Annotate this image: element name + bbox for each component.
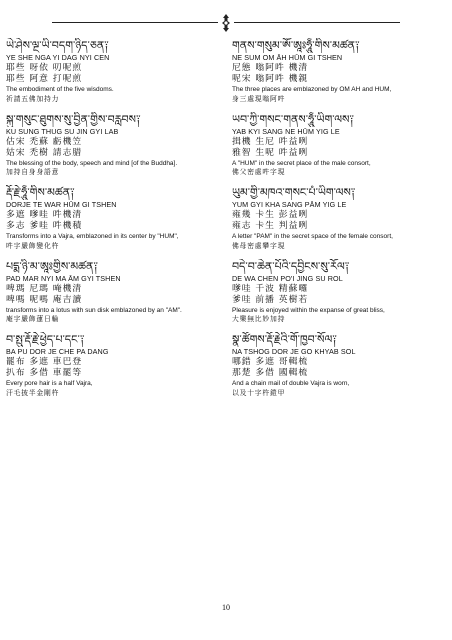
verse-grid — [6, 38, 446, 398]
chinese-phonetic-2: 呢宋 嗡阿吽 機親 — [232, 74, 309, 84]
verse-block — [232, 112, 446, 178]
chinese-translation: 加持自身身語意 — [6, 168, 60, 176]
romanization-line: NE SUM OM ĀH HŪM GI TSHEN — [232, 53, 343, 62]
chinese-phonetic-1: 耶些 呀依 叨呢煎 — [6, 63, 83, 73]
tibetan-line: ཡེ་ཤེས་ལྔ་ཡི་བདག་ཉིད་ཅན༑ — [6, 39, 109, 52]
verse-block — [232, 332, 446, 398]
tibetan-line: སྐུ་གསུང་ཐུགས་སུ་བྱིན་གྱིས་བརླབས༑ — [6, 112, 141, 126]
verse-block — [232, 185, 446, 251]
english-translation: transforms into a lotus with sun disk emblazoned by an "AM". — [6, 306, 182, 314]
chinese-phonetic-1: 尼態 嗡阿吽 機清 — [232, 63, 309, 73]
chinese-phonetic-1: 雍幾 卡生 彭益咧 — [232, 210, 309, 220]
header-rule-left — [52, 22, 218, 23]
english-translation: A letter "PAM" in the secret space of the female consort, — [232, 233, 393, 240]
verse-block — [6, 332, 220, 398]
page-number: 10 — [222, 603, 230, 612]
chinese-phonetic-2: 耶些 阿意 打呢煎 — [6, 74, 83, 84]
chinese-phonetic-1: 揖機 生尼 吽益咧 — [232, 136, 309, 147]
chinese-phonetic-1: 啤瑪 尼瑪 唵機清 — [6, 283, 83, 294]
chinese-phonetic-1: 估宋 禿蘇 虧機笠 — [6, 136, 83, 147]
english-translation: Pleasure is enjoyed within the expanse of great bliss, — [232, 306, 385, 314]
chinese-phonetic-2: 雅智 生呢 吽益咧 — [232, 147, 309, 158]
chinese-phonetic-1: 多遮 嗲哇 吽機清 — [6, 210, 83, 220]
tibetan-line: གནས་གསུམ་ཨོཾ་ཨཱཿཧཱུྃ་གིས་མཚན༑ — [232, 39, 360, 52]
chinese-translation: 身三處現嗡阿吽 — [232, 94, 286, 103]
chinese-translation: 祈請五佛加持力 — [6, 94, 60, 103]
english-translation: Every pore hair is a half Vajra, — [6, 380, 93, 387]
chinese-phonetic-1: 罷布 多遮 車巴登 — [6, 357, 83, 367]
verse-block — [6, 259, 220, 325]
verse-block — [6, 112, 220, 178]
english-translation: Transforms into a Vajra, emblazoned in its center by "HUM", — [6, 233, 179, 240]
english-translation: The embodiment of the five wisdoms. — [6, 86, 114, 93]
romanization-line: YUM GYI KHA SANG PĀM YIG LE — [232, 200, 347, 209]
english-translation: The three places are emblazoned by OM AH and HUM, — [232, 86, 392, 93]
romanization-line: DE WA CHEN PO'I JING SU ROL — [232, 273, 343, 283]
tibetan-line: ཡབ་ཀྱི་གསང་གནས་ཧཱུྃ་ཡིག་ལས༑ — [232, 112, 355, 126]
romanization-line: YE SHE NGA YI DAG NYI CEN — [6, 53, 110, 62]
chinese-phonetic-2: 雍志 卡生 判益咧 — [232, 221, 309, 231]
romanization-line: BA PU DOR JE CHE PA DANG — [6, 347, 109, 356]
chinese-translation: 吽字嚴飾變化杵 — [6, 241, 60, 250]
verse-block — [6, 38, 220, 104]
verse-block — [232, 38, 446, 104]
chinese-translation: 庵字嚴飾蓮日輪 — [6, 315, 60, 323]
header-rule-right — [234, 22, 400, 23]
english-translation: A "HUM" in the secret place of the male consort, — [232, 159, 371, 167]
chinese-phonetic-2: 多志 爹哇 吽機積 — [6, 221, 83, 231]
english-translation: And a chain mail of double Vajra is worn, — [232, 380, 350, 387]
romanization-line: NA TSHOG DOR JE GO KHYAB SOL — [232, 347, 356, 356]
chinese-translation: 佛父密處吽字現 — [232, 168, 286, 176]
tibetan-line: ཡུམ་གྱི་མཁའ་གསང་པཾ་ཡིག་ལས༑ — [232, 186, 356, 199]
english-translation: The blessing of the body, speech and mind [of the Buddha]. — [6, 159, 178, 167]
header-rule — [52, 14, 400, 32]
chinese-translation: 汗毛披半金剛杵 — [6, 388, 60, 397]
romanization-line: KU SUNG THUG SU JIN GYI LAB — [6, 126, 119, 136]
chinese-translation: 佛母密處攀字現 — [232, 241, 286, 250]
tibetan-line: བདེ་བ་ཆེན་པོའི་དབྱིངས་སུ་རོལ༑ — [232, 259, 350, 273]
romanization-line: YAB KYI SANG NE HŪM YIG LE — [232, 126, 340, 136]
tibetan-line: པདྨ་ཉི་མ་ཨཱཿགྱིས་མཚན༑ — [6, 259, 98, 273]
verse-block — [232, 259, 446, 325]
tibetan-line: སྣ་ཚོགས་རྡོ་རྗེའི་གོ་ཁྱབ་སོལ༑ — [232, 333, 337, 346]
romanization-line: DORJE TE WAR HŪM GI TSHEN — [6, 200, 117, 209]
chinese-translation: 以及十字杵鎧甲 — [232, 388, 286, 397]
romanization-line: PAD MAR NYI MA ĀM GYI TSHEN — [6, 273, 121, 283]
chinese-phonetic-2: 啤嗎 呢嗎 庵吉讀 — [6, 294, 83, 305]
chinese-phonetic-2: 爹哇 前播 英樹若 — [232, 294, 309, 305]
chinese-phonetic-1: 哪錯 多遮 哥輯梳 — [232, 357, 309, 367]
chinese-translation: 大樂無比妙加持 — [232, 315, 286, 323]
chinese-phonetic-2: 那楚 多借 國輯梳 — [232, 368, 309, 378]
chinese-phonetic-2: 扒布 多借 車罷等 — [6, 368, 83, 378]
tibetan-line: རྡོ་རྗེ་ཧཱུྃ་གིས་མཚན༑ — [6, 186, 75, 199]
verse-block — [6, 185, 220, 251]
chinese-phonetic-2: 姑宋 禿樹 請志腊 — [6, 147, 83, 158]
tibetan-line: བ་སྤུ་རྡོ་རྗེ་ཕྱེད་པ་དང་༑ — [6, 333, 85, 346]
vajra-ornament-icon — [220, 14, 232, 32]
chinese-phonetic-1: 嗲哇 千波 精蘇囉 — [232, 283, 309, 294]
